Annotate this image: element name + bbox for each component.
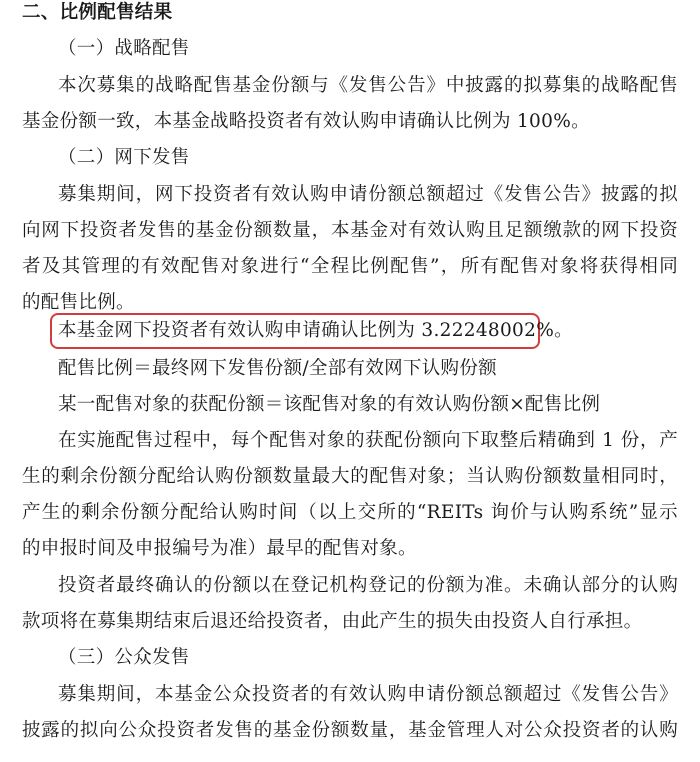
subsection-public-offering: （三）公众发售 bbox=[58, 647, 190, 668]
highlighted-ratio-text: 本基金网下投资者有效认购申请确认比例为 3.22248002%。 bbox=[58, 320, 573, 341]
paragraph-line: 披露的拟向公众投资者发售的基金份额数量，基金管理人对公众投资者的认购 bbox=[22, 720, 678, 741]
formula-line: 配售比例＝最终网下发售份额/全部有效网下认购份额 bbox=[58, 358, 497, 379]
paragraph-line: 的申报时间及申报编号为准）最早的配售对象。 bbox=[22, 538, 417, 559]
paragraph-line: 的配售比例。 bbox=[22, 292, 135, 313]
paragraph-line: 向网下投资者发售的基金份额数量，本基金对有效认购且足额缴款的网下投资 bbox=[22, 220, 678, 241]
subsection-strategic-placement: （一）战略配售 bbox=[58, 38, 190, 59]
paragraph-line: 投资者最终确认的份额以在登记机构登记的份额为准。未确认部分的认购 bbox=[58, 575, 678, 596]
paragraph-line: 款项将在募集期结束后退还给投资者，由此产生的损失由投资人自行承担。 bbox=[22, 611, 643, 632]
paragraph-line: 募集期间，网下投资者有效认购申请份额总额超过《发售公告》披露的拟 bbox=[58, 184, 678, 205]
subsection-offline-offering: （二）网下发售 bbox=[58, 147, 190, 168]
paragraph-line: 者及其管理的有效配售对象进行“全程比例配售”，所有配售对象将获得相同 bbox=[22, 256, 678, 277]
paragraph-line: 基金份额一致，本基金战略投资者有效认购申请确认比例为 100%。 bbox=[22, 111, 590, 132]
paragraph-line: 本次募集的战略配售基金份额与《发售公告》中披露的拟募集的战略配售 bbox=[58, 75, 678, 96]
formula-line: 某一配售对象的获配份额＝该配售对象的有效认购份额×配售比例 bbox=[58, 394, 601, 415]
paragraph-line: 在实施配售过程中，每个配售对象的获配份额向下取整后精确到 1 份，产 bbox=[58, 430, 678, 451]
paragraph-line: 生的剩余份额分配给认购份额数量最大的配售对象；当认购份额数量相同时， bbox=[22, 466, 678, 487]
paragraph-line: 募集期间，本基金公众投资者的有效认购申请份额总额超过《发售公告》 bbox=[58, 684, 678, 705]
paragraph-line: 产生的剩余份额分配给认购时间（以上交所的“REITs 询价与认购系统”显示 bbox=[22, 502, 678, 523]
section-heading: 二、比例配售结果 bbox=[22, 2, 173, 23]
